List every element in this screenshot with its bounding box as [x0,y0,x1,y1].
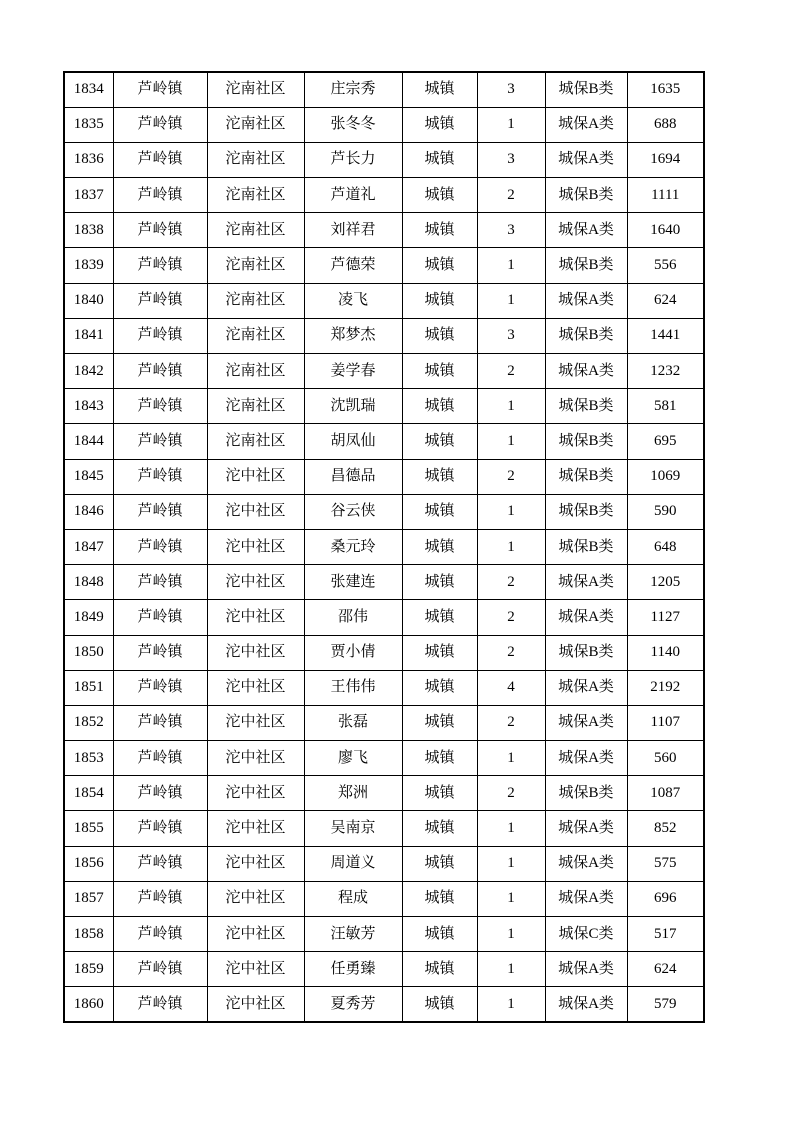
cell-household-type: 城镇 [402,354,477,389]
cell-serial-number: 1834 [64,72,113,107]
table-row [64,389,704,424]
cell-person-count: 4 [477,670,545,705]
cell-amount: 1694 [627,142,704,177]
cell-person-name: 芦长力 [304,142,402,177]
table-row [64,424,704,459]
cell-amount: 590 [627,494,704,529]
cell-insurance-category: 城保A类 [545,142,627,177]
cell-serial-number: 1852 [64,705,113,740]
cell-town: 芦岭镇 [113,529,207,564]
cell-household-type: 城镇 [402,741,477,776]
cell-community: 沱中社区 [207,635,304,670]
cell-community: 沱中社区 [207,952,304,987]
cell-serial-number: 1858 [64,917,113,952]
cell-person-name: 刘祥君 [304,213,402,248]
cell-person-count: 3 [477,142,545,177]
cell-community: 沱中社区 [207,881,304,916]
cell-serial-number: 1854 [64,776,113,811]
cell-person-name: 桑元玲 [304,529,402,564]
cell-person-name: 庄宗秀 [304,72,402,107]
cell-household-type: 城镇 [402,424,477,459]
cell-insurance-category: 城保A类 [545,987,627,1022]
cell-community: 沱中社区 [207,565,304,600]
cell-serial-number: 1837 [64,178,113,213]
cell-insurance-category: 城保B类 [545,776,627,811]
cell-community: 沱中社区 [207,705,304,740]
cell-household-type: 城镇 [402,142,477,177]
cell-household-type: 城镇 [402,178,477,213]
cell-town: 芦岭镇 [113,635,207,670]
cell-community: 沱南社区 [207,389,304,424]
table-row [64,248,704,283]
cell-household-type: 城镇 [402,494,477,529]
cell-town: 芦岭镇 [113,846,207,881]
cell-community: 沱中社区 [207,776,304,811]
cell-amount: 688 [627,107,704,142]
cell-household-type: 城镇 [402,917,477,952]
cell-insurance-category: 城保B类 [545,529,627,564]
cell-serial-number: 1844 [64,424,113,459]
cell-community: 沱南社区 [207,142,304,177]
cell-household-type: 城镇 [402,811,477,846]
table-body [64,72,704,1022]
cell-person-count: 3 [477,213,545,248]
cell-town: 芦岭镇 [113,354,207,389]
cell-town: 芦岭镇 [113,776,207,811]
cell-community: 沱中社区 [207,987,304,1022]
cell-person-count: 2 [477,354,545,389]
table-row [64,178,704,213]
cell-person-name: 邵伟 [304,600,402,635]
cell-amount: 624 [627,283,704,318]
cell-person-count: 2 [477,459,545,494]
cell-insurance-category: 城保A类 [545,705,627,740]
cell-person-name: 张冬冬 [304,107,402,142]
table-row [64,72,704,107]
cell-community: 沱中社区 [207,917,304,952]
cell-insurance-category: 城保A类 [545,107,627,142]
cell-insurance-category: 城保B类 [545,424,627,459]
cell-serial-number: 1842 [64,354,113,389]
cell-amount: 517 [627,917,704,952]
cell-person-count: 2 [477,600,545,635]
table-row [64,670,704,705]
cell-insurance-category: 城保A类 [545,881,627,916]
cell-town: 芦岭镇 [113,178,207,213]
cell-community: 沱南社区 [207,107,304,142]
cell-community: 沱南社区 [207,178,304,213]
cell-person-count: 2 [477,635,545,670]
cell-person-count: 1 [477,987,545,1022]
cell-insurance-category: 城保B类 [545,72,627,107]
cell-serial-number: 1857 [64,881,113,916]
cell-serial-number: 1850 [64,635,113,670]
cell-household-type: 城镇 [402,846,477,881]
cell-community: 沱中社区 [207,494,304,529]
cell-community: 沱南社区 [207,248,304,283]
cell-serial-number: 1848 [64,565,113,600]
cell-community: 沱南社区 [207,424,304,459]
cell-household-type: 城镇 [402,107,477,142]
table-row [64,283,704,318]
cell-person-count: 2 [477,776,545,811]
cell-person-count: 1 [477,248,545,283]
cell-insurance-category: 城保A类 [545,952,627,987]
cell-person-name: 郑梦杰 [304,318,402,353]
cell-person-name: 周道义 [304,846,402,881]
cell-insurance-category: 城保A类 [545,846,627,881]
cell-person-name: 夏秀芳 [304,987,402,1022]
cell-person-count: 3 [477,318,545,353]
table-row [64,917,704,952]
cell-insurance-category: 城保A类 [545,213,627,248]
cell-household-type: 城镇 [402,248,477,283]
cell-insurance-category: 城保A类 [545,811,627,846]
cell-town: 芦岭镇 [113,283,207,318]
cell-insurance-category: 城保A类 [545,565,627,600]
cell-person-name: 张磊 [304,705,402,740]
cell-household-type: 城镇 [402,881,477,916]
cell-household-type: 城镇 [402,318,477,353]
cell-community: 沱南社区 [207,72,304,107]
cell-amount: 556 [627,248,704,283]
cell-insurance-category: 城保A类 [545,741,627,776]
cell-amount: 1127 [627,600,704,635]
cell-amount: 624 [627,952,704,987]
cell-amount: 1441 [627,318,704,353]
table-row [64,635,704,670]
cell-person-count: 1 [477,389,545,424]
cell-amount: 852 [627,811,704,846]
cell-serial-number: 1853 [64,741,113,776]
cell-household-type: 城镇 [402,776,477,811]
cell-town: 芦岭镇 [113,987,207,1022]
cell-town: 芦岭镇 [113,952,207,987]
cell-serial-number: 1855 [64,811,113,846]
cell-amount: 1232 [627,354,704,389]
cell-town: 芦岭镇 [113,459,207,494]
cell-person-count: 1 [477,917,545,952]
cell-town: 芦岭镇 [113,565,207,600]
cell-person-count: 2 [477,178,545,213]
cell-serial-number: 1845 [64,459,113,494]
cell-community: 沱南社区 [207,354,304,389]
cell-serial-number: 1859 [64,952,113,987]
cell-person-count: 1 [477,424,545,459]
cell-amount: 575 [627,846,704,881]
table-row [64,952,704,987]
table-row [64,811,704,846]
cell-household-type: 城镇 [402,72,477,107]
cell-household-type: 城镇 [402,565,477,600]
cell-household-type: 城镇 [402,635,477,670]
cell-community: 沱中社区 [207,459,304,494]
cell-amount: 1140 [627,635,704,670]
cell-person-name: 王伟伟 [304,670,402,705]
cell-insurance-category: 城保B类 [545,318,627,353]
table-row [64,107,704,142]
table-row [64,846,704,881]
cell-person-name: 廖飞 [304,741,402,776]
cell-amount: 581 [627,389,704,424]
cell-person-name: 汪敏芳 [304,917,402,952]
cell-town: 芦岭镇 [113,248,207,283]
cell-amount: 696 [627,881,704,916]
cell-person-count: 3 [477,72,545,107]
cell-town: 芦岭镇 [113,811,207,846]
cell-person-count: 1 [477,529,545,564]
cell-person-name: 芦道礼 [304,178,402,213]
cell-insurance-category: 城保B类 [545,178,627,213]
cell-person-name: 芦德荣 [304,248,402,283]
cell-amount: 1640 [627,213,704,248]
cell-community: 沱南社区 [207,213,304,248]
cell-town: 芦岭镇 [113,670,207,705]
cell-community: 沱中社区 [207,670,304,705]
cell-person-name: 贾小倩 [304,635,402,670]
cell-serial-number: 1835 [64,107,113,142]
cell-person-count: 1 [477,952,545,987]
table-row [64,987,704,1022]
cell-insurance-category: 城保A类 [545,354,627,389]
cell-town: 芦岭镇 [113,142,207,177]
cell-insurance-category: 城保B类 [545,459,627,494]
cell-amount: 2192 [627,670,704,705]
cell-person-name: 谷云侠 [304,494,402,529]
cell-amount: 1635 [627,72,704,107]
cell-amount: 695 [627,424,704,459]
cell-insurance-category: 城保B类 [545,389,627,424]
cell-person-count: 1 [477,107,545,142]
cell-community: 沱中社区 [207,529,304,564]
cell-household-type: 城镇 [402,952,477,987]
cell-household-type: 城镇 [402,213,477,248]
cell-serial-number: 1843 [64,389,113,424]
table-row [64,529,704,564]
table-row [64,776,704,811]
cell-amount: 579 [627,987,704,1022]
cell-town: 芦岭镇 [113,389,207,424]
cell-person-name: 昌德品 [304,459,402,494]
cell-person-name: 胡凤仙 [304,424,402,459]
table-row [64,600,704,635]
cell-household-type: 城镇 [402,705,477,740]
cell-insurance-category: 城保B类 [545,635,627,670]
cell-person-name: 凌飞 [304,283,402,318]
cell-person-name: 任勇臻 [304,952,402,987]
cell-person-count: 1 [477,283,545,318]
cell-town: 芦岭镇 [113,917,207,952]
cell-town: 芦岭镇 [113,107,207,142]
table-row [64,459,704,494]
cell-town: 芦岭镇 [113,881,207,916]
cell-household-type: 城镇 [402,389,477,424]
cell-household-type: 城镇 [402,670,477,705]
cell-person-count: 1 [477,811,545,846]
cell-amount: 1205 [627,565,704,600]
cell-serial-number: 1836 [64,142,113,177]
cell-community: 沱中社区 [207,600,304,635]
cell-amount: 1107 [627,705,704,740]
cell-amount: 648 [627,529,704,564]
table-row [64,142,704,177]
cell-person-count: 2 [477,705,545,740]
cell-insurance-category: 城保A类 [545,670,627,705]
cell-person-count: 1 [477,881,545,916]
cell-community: 沱南社区 [207,318,304,353]
cell-serial-number: 1860 [64,987,113,1022]
cell-person-name: 程成 [304,881,402,916]
cell-person-name: 吴南京 [304,811,402,846]
benefits-table [63,71,705,1023]
table-row [64,318,704,353]
cell-amount: 1111 [627,178,704,213]
cell-town: 芦岭镇 [113,318,207,353]
cell-serial-number: 1846 [64,494,113,529]
table-row [64,494,704,529]
table-row [64,881,704,916]
cell-person-count: 1 [477,494,545,529]
cell-insurance-category: 城保B类 [545,494,627,529]
cell-community: 沱中社区 [207,811,304,846]
cell-person-name: 郑洲 [304,776,402,811]
cell-town: 芦岭镇 [113,494,207,529]
cell-person-name: 张建连 [304,565,402,600]
cell-serial-number: 1847 [64,529,113,564]
cell-household-type: 城镇 [402,529,477,564]
cell-person-name: 姜学春 [304,354,402,389]
cell-community: 沱南社区 [207,283,304,318]
cell-serial-number: 1841 [64,318,113,353]
cell-amount: 1087 [627,776,704,811]
cell-serial-number: 1840 [64,283,113,318]
cell-household-type: 城镇 [402,600,477,635]
table-row [64,741,704,776]
cell-person-count: 2 [477,565,545,600]
cell-serial-number: 1851 [64,670,113,705]
cell-community: 沱中社区 [207,741,304,776]
cell-insurance-category: 城保C类 [545,917,627,952]
cell-person-count: 1 [477,741,545,776]
cell-serial-number: 1856 [64,846,113,881]
cell-insurance-category: 城保A类 [545,283,627,318]
cell-town: 芦岭镇 [113,424,207,459]
cell-town: 芦岭镇 [113,72,207,107]
cell-household-type: 城镇 [402,987,477,1022]
cell-serial-number: 1838 [64,213,113,248]
cell-person-name: 沈凯瑞 [304,389,402,424]
cell-town: 芦岭镇 [113,741,207,776]
cell-insurance-category: 城保A类 [545,600,627,635]
cell-household-type: 城镇 [402,283,477,318]
cell-town: 芦岭镇 [113,705,207,740]
cell-amount: 1069 [627,459,704,494]
cell-insurance-category: 城保B类 [545,248,627,283]
cell-amount: 560 [627,741,704,776]
table-row [64,213,704,248]
cell-town: 芦岭镇 [113,600,207,635]
cell-person-count: 1 [477,846,545,881]
cell-serial-number: 1839 [64,248,113,283]
table-row [64,354,704,389]
table-row [64,565,704,600]
cell-community: 沱中社区 [207,846,304,881]
cell-household-type: 城镇 [402,459,477,494]
table-row [64,705,704,740]
cell-serial-number: 1849 [64,600,113,635]
cell-town: 芦岭镇 [113,213,207,248]
